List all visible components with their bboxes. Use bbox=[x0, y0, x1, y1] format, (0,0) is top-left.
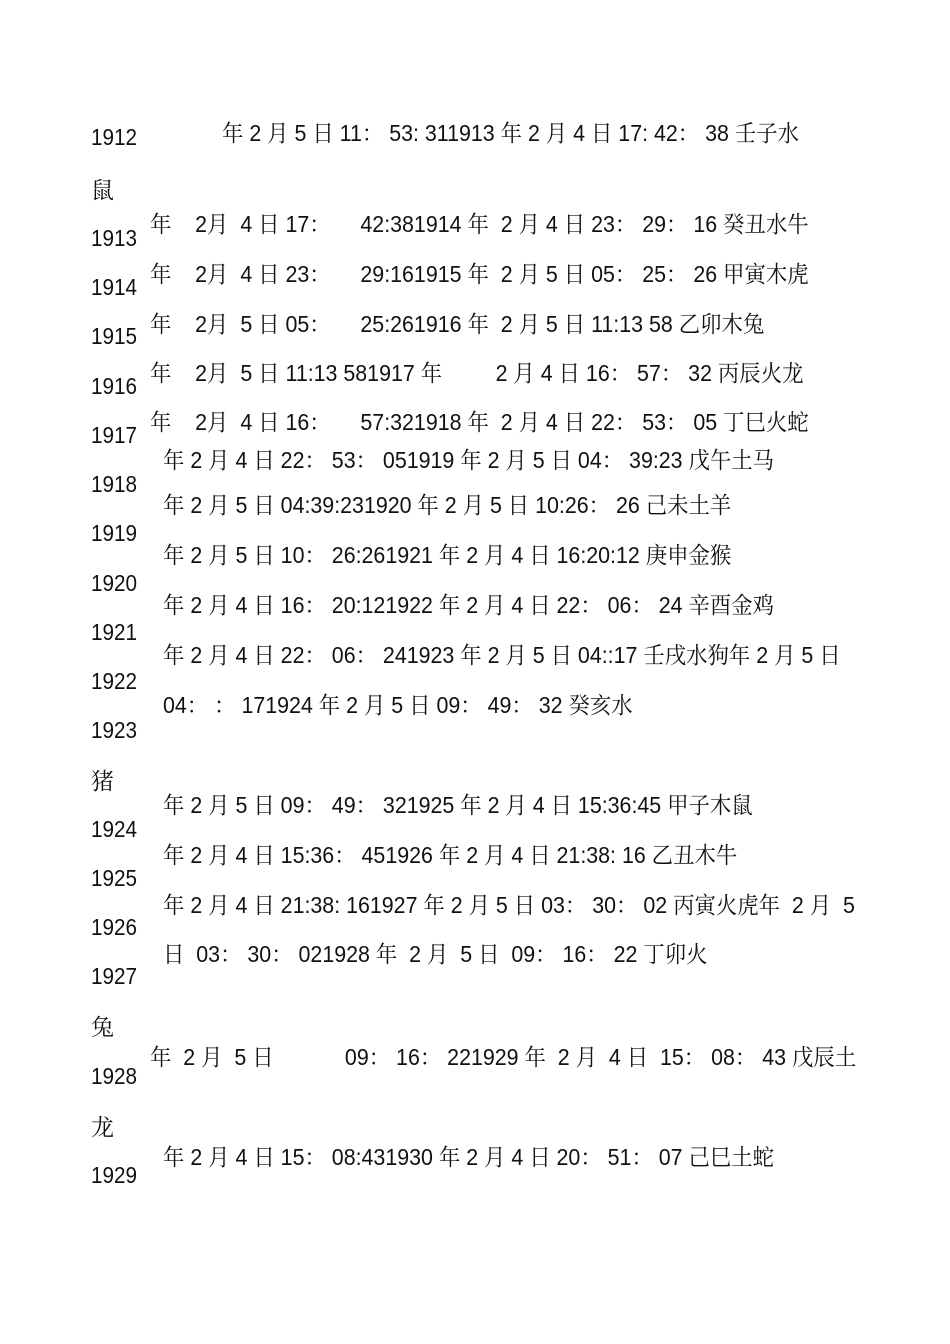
year-label-1925: 1925 bbox=[91, 865, 138, 891]
year-label-1917: 1917 bbox=[91, 422, 138, 448]
entry-line-1913: 年 2月 4 日 17： 42:381914 年 2 月 4 日 23： 29： 16 癸丑水牛 bbox=[150, 211, 809, 237]
entry-line-1919: 年 2 月 5 日 04:39:231920 年 2 月 5 日 10:26： 26 己未土羊 bbox=[163, 492, 732, 518]
zodiac-label-dragon: 龙 bbox=[91, 1115, 114, 1141]
year-label-1926: 1926 bbox=[91, 914, 138, 940]
year-label-1928: 1928 bbox=[91, 1063, 138, 1089]
year-label-1918: 1918 bbox=[91, 471, 138, 497]
year-label-1919: 1919 bbox=[91, 520, 138, 546]
entry-line-1917: 年 2月 4 日 16： 57:321918 年 2 月 4 日 22： 53： 05 丁巳火蛇 bbox=[150, 409, 809, 435]
zodiac-label-rabbit: 兔 bbox=[91, 1015, 114, 1041]
zodiac-label-rat: 鼠 bbox=[91, 178, 114, 204]
zodiac-label-pig: 猪 bbox=[91, 769, 114, 795]
entry-line-1924: 年 2 月 5 日 09： 49： 321925 年 2 月 4 日 15:36:45 甲子木鼠 bbox=[163, 792, 753, 818]
entry-line-1928: 年 2 月 5 日 09： 16： 221929 年 2 月 4 日 15： 08： 43 戊辰土 bbox=[150, 1044, 857, 1070]
year-label-1924: 1924 bbox=[91, 816, 138, 842]
year-label-1916: 1916 bbox=[91, 373, 138, 399]
year-label-1923: 1923 bbox=[91, 717, 138, 743]
entry-line-1918: 年 2 月 4 日 22： 53： 051919 年 2 月 5 日 04： 39:23 戊午土马 bbox=[163, 447, 775, 473]
entry-line-1927: 日 03： 30： 021928 年 2 月 5 日 09： 16： 22 丁卯火 bbox=[163, 941, 708, 967]
entry-line-1925: 年 2 月 4 日 15:36： 451926 年 2 月 4 日 21:38: 16 乙丑木牛 bbox=[163, 842, 738, 868]
entry-line-1914: 年 2月 4 日 23： 29:161915 年 2 月 5 日 05： 25： 26 甲寅木虎 bbox=[150, 261, 809, 287]
entry-line-1929: 年 2 月 4 日 15： 08:431930 年 2 月 4 日 20： 51： 07 己巳土蛇 bbox=[163, 1144, 775, 1170]
entry-line-1921: 年 2 月 4 日 16： 20:121922 年 2 月 4 日 22： 06： 24 辛酉金鸡 bbox=[163, 592, 775, 618]
year-label-1915: 1915 bbox=[91, 323, 138, 349]
year-label-1920: 1920 bbox=[91, 570, 138, 596]
year-label-1929: 1929 bbox=[91, 1162, 138, 1188]
year-label-1922: 1922 bbox=[91, 668, 138, 694]
year-label-1927: 1927 bbox=[91, 963, 138, 989]
year-label-1921: 1921 bbox=[91, 619, 138, 645]
year-label-1912: 1912 bbox=[91, 124, 138, 150]
entry-line-1920: 年 2 月 5 日 10： 26:261921 年 2 月 4 日 16:20:12 庚申金猴 bbox=[163, 542, 732, 568]
entry-line-1922: 年 2 月 4 日 22： 06： 241923 年 2 月 5 日 04::17 壬戌水狗年 2 月 5 日 bbox=[163, 642, 841, 668]
year-label-1914: 1914 bbox=[91, 274, 138, 300]
entry-line-1912: 年 2 月 5 日 11： 53: 311913 年 2 月 4 日 17: 42： 38 壬子水 bbox=[222, 120, 800, 146]
entry-line-1926: 年 2 月 4 日 21:38: 161927 年 2 月 5 日 03： 30： 02 丙寅火虎年 2 月 5 bbox=[163, 892, 855, 918]
year-label-1913: 1913 bbox=[91, 225, 138, 251]
entry-line-1915: 年 2月 5 日 05： 25:261916 年 2 月 5 日 11:13 58 乙卯木兔 bbox=[150, 311, 765, 337]
entry-line-1916: 年 2月 5 日 11:13 581917 年 2 月 4 日 16： 57： 32 丙辰火龙 bbox=[150, 360, 804, 386]
entry-line-1923: 04： ： 171924 年 2 月 5 日 09： 49： 32 癸亥水 bbox=[163, 692, 633, 718]
